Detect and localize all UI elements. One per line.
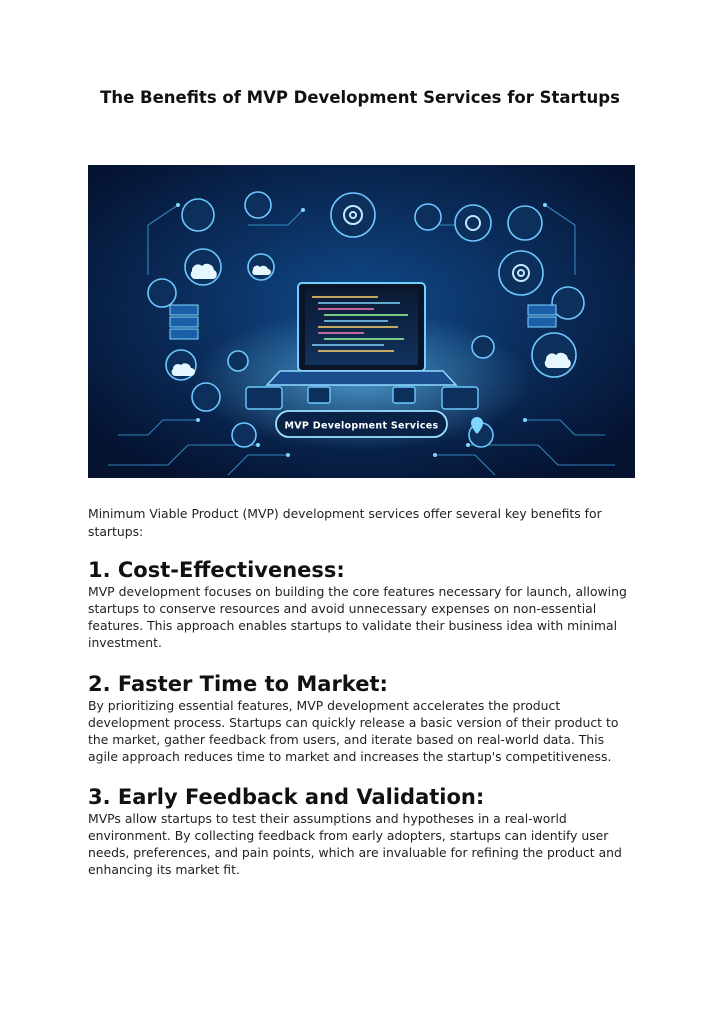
- hero-banner-label: MVP Development Services: [284, 420, 439, 432]
- document-title: The Benefits of MVP Development Services for Startups: [100, 88, 620, 107]
- hero-illustration: [88, 165, 635, 478]
- section-2-heading: 2. Faster Time to Market:: [88, 672, 388, 696]
- intro-paragraph: Minimum Viable Product (MVP) development services offer several key benefits for startups:: [88, 506, 602, 539]
- section-1-heading: 1. Cost-Effectiveness:: [88, 558, 345, 582]
- section-1-body: MVP development focuses on building the core features necessary for launch, allowing startups to conserve resources and avoid unnecessary expenses on non-essential features. This approach enables startups to validate their business idea with minimal investment.: [88, 584, 627, 650]
- section-3-heading: 3. Early Feedback and Validation:: [88, 785, 485, 809]
- section-3-body: MVPs allow startups to test their assumptions and hypotheses in a real-world environment. By collecting feedback from early adopters, startups can identify user needs, preferences, and pain points, which are invaluable for refining the product and enhancing its market fit.: [88, 811, 622, 877]
- section-2-body: By prioritizing essential features, MVP development accelerates the product development process. Startups can quickly release a basic version of their product to the market, gather feedback from users, and iterate based on real-world data. This agile approach reduces time to market and increases the startup's competitiveness.: [88, 698, 619, 764]
